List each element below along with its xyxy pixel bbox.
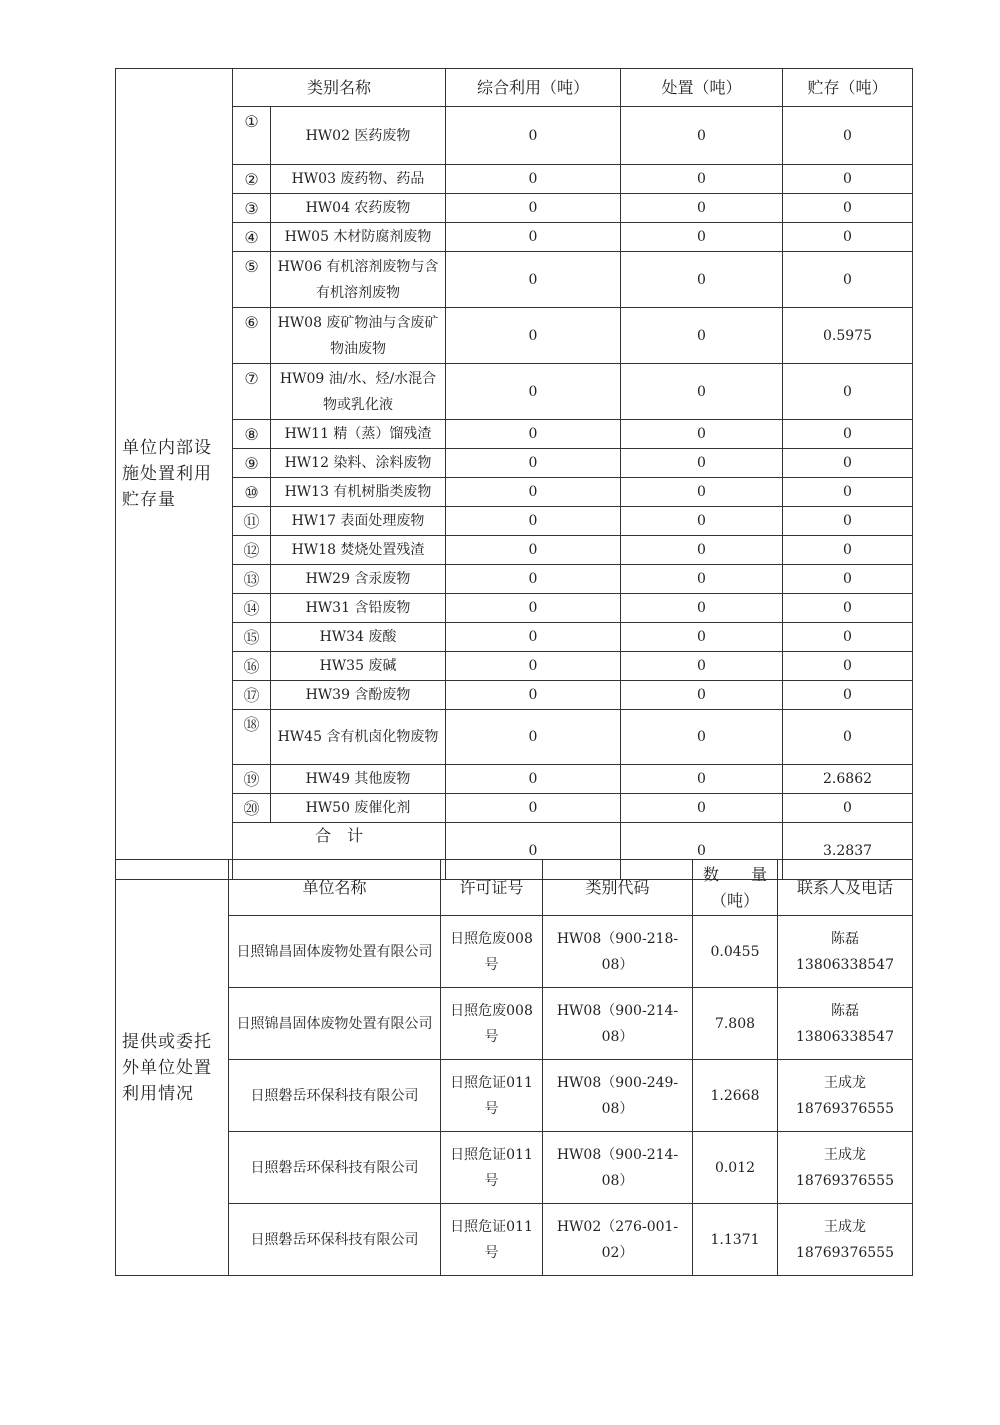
table-row: [116, 107, 913, 165]
category-name: HW06 有机溶剂废物与含有机溶剂废物: [271, 252, 446, 308]
table-row: [116, 364, 913, 420]
disposal-value: 0: [621, 794, 783, 823]
storage-value: 0: [783, 710, 913, 765]
table-row: [116, 1060, 913, 1132]
category-code: HW02（276-001-02）: [543, 1204, 693, 1276]
table-row: [116, 565, 913, 594]
contact-phone: 18769376555: [796, 1172, 894, 1189]
category-name: HW18 焚烧处置残渣: [271, 536, 446, 565]
storage-value: 0: [783, 364, 913, 420]
table-row: [116, 223, 913, 252]
utilization-value: 0: [446, 710, 621, 765]
license-number: 日照危废008 号: [441, 988, 543, 1060]
category-name: HW29 含汞废物: [271, 565, 446, 594]
table-row: [116, 1132, 913, 1204]
table-row: [116, 478, 913, 507]
section-label: 单位内部设施处置利用贮存量: [116, 69, 233, 880]
contact-name: 王成龙: [824, 1218, 866, 1235]
table-row: [116, 794, 913, 823]
row-number: ⑥: [233, 308, 271, 364]
storage-value: 0: [783, 107, 913, 165]
quantity-value: 7.808: [693, 988, 778, 1060]
category-name: HW08 废矿物油与含废矿物油废物: [271, 308, 446, 364]
storage-value: 0: [783, 652, 913, 681]
disposal-value: 0: [621, 710, 783, 765]
category-name: HW34 废酸: [271, 623, 446, 652]
row-number: ⑲: [233, 765, 271, 794]
disposal-value: 0: [621, 223, 783, 252]
storage-value: 0: [783, 623, 913, 652]
total-utilization: 0: [446, 823, 621, 880]
utilization-value: 0: [446, 420, 621, 449]
utilization-value: 0: [446, 478, 621, 507]
table-row: [116, 916, 913, 988]
contact-phone: 13806338547: [796, 1028, 894, 1045]
disposal-value: 0: [621, 194, 783, 223]
external-disposal-table: [115, 859, 913, 1276]
row-number: ③: [233, 194, 271, 223]
disposal-value: 0: [621, 478, 783, 507]
disposal-value: 0: [621, 765, 783, 794]
row-number: ⑧: [233, 420, 271, 449]
row-number: ⑨: [233, 449, 271, 478]
storage-value: 0: [783, 478, 913, 507]
row-number: ⑮: [233, 623, 271, 652]
contact-cell: [778, 1132, 913, 1204]
utilization-value: 0: [446, 364, 621, 420]
category-code: HW08（900-218-08）: [543, 916, 693, 988]
table-row: [116, 988, 913, 1060]
quantity-value: 1.1371: [693, 1204, 778, 1276]
category-name: HW17 表面处理废物: [271, 507, 446, 536]
row-number: ④: [233, 223, 271, 252]
table-row: [116, 710, 913, 765]
contact-phone: 18769376555: [796, 1100, 894, 1117]
storage-value: 0: [783, 194, 913, 223]
utilization-value: 0: [446, 107, 621, 165]
utilization-value: 0: [446, 765, 621, 794]
unit-name: 日照磐岳环保科技有限公司: [229, 1132, 441, 1204]
contact-phone: 18769376555: [796, 1244, 894, 1261]
unit-name: 日照锦昌固体废物处置有限公司: [229, 988, 441, 1060]
header-unit: 单位名称: [229, 860, 441, 916]
storage-value: 0: [783, 794, 913, 823]
category-code: HW08（900-214-08）: [543, 988, 693, 1060]
table-row: [116, 165, 913, 194]
header-code: 类别代码: [543, 860, 693, 916]
utilization-value: 0: [446, 449, 621, 478]
disposal-value: 0: [621, 565, 783, 594]
table-row: [116, 1204, 913, 1276]
utilization-value: 0: [446, 594, 621, 623]
disposal-value: 0: [621, 364, 783, 420]
table-row: [116, 765, 913, 794]
category-code: HW08（900-249-08）: [543, 1060, 693, 1132]
storage-value: 2.6862: [783, 765, 913, 794]
category-name: HW45 含有机卤化物废物: [271, 710, 446, 765]
disposal-value: 0: [621, 107, 783, 165]
unit-name: 日照磐岳环保科技有限公司: [229, 1060, 441, 1132]
table-row: [116, 194, 913, 223]
utilization-value: 0: [446, 652, 621, 681]
header-category: 类别名称: [233, 69, 446, 107]
internal-disposal-table: [115, 68, 913, 880]
utilization-value: 0: [446, 507, 621, 536]
table-row: [116, 507, 913, 536]
table-row: [116, 420, 913, 449]
total-label: 合 计: [233, 823, 446, 880]
contact-cell: [778, 988, 913, 1060]
disposal-value: 0: [621, 652, 783, 681]
contact-name: 陈磊: [831, 1002, 859, 1019]
contact-name: 王成龙: [824, 1146, 866, 1163]
disposal-value: 0: [621, 308, 783, 364]
utilization-value: 0: [446, 165, 621, 194]
contact-cell: [778, 1204, 913, 1276]
storage-value: 0: [783, 449, 913, 478]
category-name: HW09 油/水、烃/水混合物或乳化液: [271, 364, 446, 420]
quantity-value: 1.2668: [693, 1060, 778, 1132]
header-row: [116, 69, 913, 107]
header-contact: 联系人及电话: [778, 860, 913, 916]
utilization-value: 0: [446, 252, 621, 308]
table-row: [116, 449, 913, 478]
table-row: [116, 652, 913, 681]
row-number: ⑬: [233, 565, 271, 594]
header-disposal: 处置（吨）: [621, 69, 783, 107]
storage-value: 0: [783, 681, 913, 710]
category-name: HW50 废催化剂: [271, 794, 446, 823]
contact-phone: 13806338547: [796, 956, 894, 973]
row-number: ⑳: [233, 794, 271, 823]
header-license: 许可证号: [441, 860, 543, 916]
contact-cell: [778, 916, 913, 988]
total-storage: 3.2837: [783, 823, 913, 880]
contact-name: 陈磊: [831, 930, 859, 947]
row-number: ⑪: [233, 507, 271, 536]
table-row: [116, 681, 913, 710]
storage-value: 0: [783, 565, 913, 594]
total-disposal: 0: [621, 823, 783, 880]
header-storage: 贮存（吨）: [783, 69, 913, 107]
utilization-value: 0: [446, 536, 621, 565]
disposal-value: 0: [621, 420, 783, 449]
table-row: [116, 308, 913, 364]
row-number: ⑫: [233, 536, 271, 565]
utilization-value: 0: [446, 623, 621, 652]
license-number: 日照危证011 号: [441, 1204, 543, 1276]
category-name: HW04 农药废物: [271, 194, 446, 223]
contact-cell: [778, 1060, 913, 1132]
storage-value: 0: [783, 165, 913, 194]
section-label: 提供或委托外单位处置利用情况: [116, 860, 229, 1276]
disposal-value: 0: [621, 681, 783, 710]
storage-value: 0.5975: [783, 308, 913, 364]
quantity-value: 0.012: [693, 1132, 778, 1204]
utilization-value: 0: [446, 308, 621, 364]
table-row: [116, 594, 913, 623]
category-name: HW02 医药废物: [271, 107, 446, 165]
category-name: HW12 染料、涂料废物: [271, 449, 446, 478]
category-name: HW11 精（蒸）馏残渣: [271, 420, 446, 449]
row-number: ②: [233, 165, 271, 194]
row-number: ①: [233, 107, 271, 165]
category-code: HW08（900-214-08）: [543, 1132, 693, 1204]
unit-name: 日照磐岳环保科技有限公司: [229, 1204, 441, 1276]
disposal-value: 0: [621, 252, 783, 308]
utilization-value: 0: [446, 194, 621, 223]
header-utilization: 综合利用（吨）: [446, 69, 621, 107]
disposal-value: 0: [621, 623, 783, 652]
disposal-value: 0: [621, 507, 783, 536]
row-number: ⑱: [233, 710, 271, 765]
category-name: HW35 废碱: [271, 652, 446, 681]
unit-name: 日照锦昌固体废物处置有限公司: [229, 916, 441, 988]
utilization-value: 0: [446, 681, 621, 710]
storage-value: 0: [783, 507, 913, 536]
storage-value: 0: [783, 536, 913, 565]
utilization-value: 0: [446, 794, 621, 823]
row-number: ⑦: [233, 364, 271, 420]
row-number: ⑯: [233, 652, 271, 681]
table-row: [116, 536, 913, 565]
header-quantity: 数 量（吨）: [693, 860, 778, 916]
disposal-value: 0: [621, 449, 783, 478]
storage-value: 0: [783, 594, 913, 623]
category-name: HW05 木材防腐剂废物: [271, 223, 446, 252]
utilization-value: 0: [446, 565, 621, 594]
disposal-value: 0: [621, 536, 783, 565]
license-number: 日照危废008 号: [441, 916, 543, 988]
row-number: ⑰: [233, 681, 271, 710]
row-number: ⑤: [233, 252, 271, 308]
disposal-value: 0: [621, 165, 783, 194]
category-name: HW03 废药物、药品: [271, 165, 446, 194]
quantity-value: 0.0455: [693, 916, 778, 988]
table-row: [116, 252, 913, 308]
category-name: HW31 含铅废物: [271, 594, 446, 623]
row-number: ⑭: [233, 594, 271, 623]
category-name: HW49 其他废物: [271, 765, 446, 794]
license-number: 日照危证011 号: [441, 1132, 543, 1204]
storage-value: 0: [783, 252, 913, 308]
storage-value: 0: [783, 223, 913, 252]
storage-value: 0: [783, 420, 913, 449]
license-number: 日照危证011 号: [441, 1060, 543, 1132]
row-number: ⑩: [233, 478, 271, 507]
disposal-value: 0: [621, 594, 783, 623]
contact-name: 王成龙: [824, 1074, 866, 1091]
utilization-value: 0: [446, 223, 621, 252]
table-row: [116, 623, 913, 652]
header-row: [116, 860, 913, 916]
category-name: HW13 有机树脂类废物: [271, 478, 446, 507]
category-name: HW39 含酚废物: [271, 681, 446, 710]
